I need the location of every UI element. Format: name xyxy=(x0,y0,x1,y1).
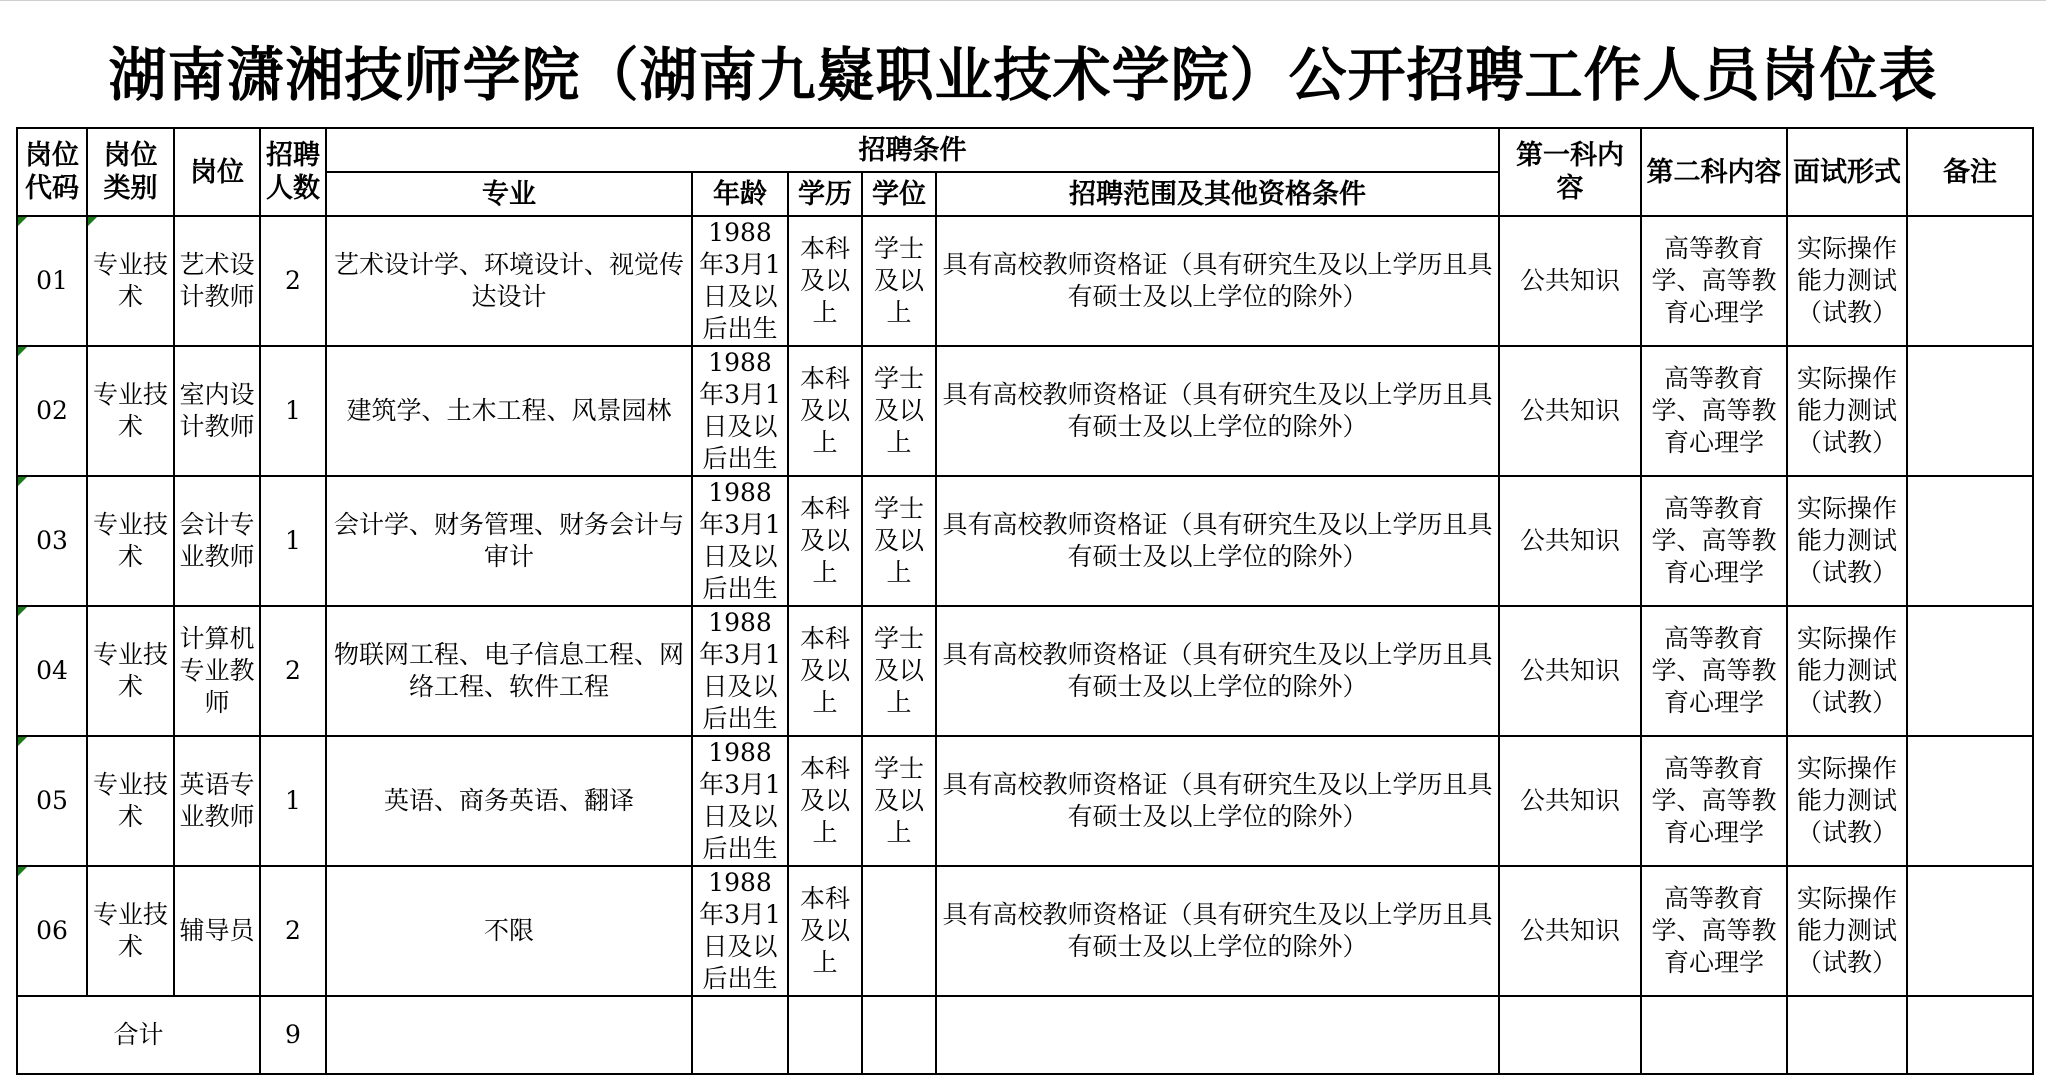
cell-scope: 具有高校教师资格证（具有研究生及以上学历且具有硕士及以上学位的除外） xyxy=(936,216,1499,346)
header-scope: 招聘范围及其他资格条件 xyxy=(936,172,1499,216)
cell-code: 02 xyxy=(17,346,87,476)
cell-education: 本科及以上 xyxy=(788,606,862,736)
cell-major: 建筑学、土木工程、风景园林 xyxy=(326,346,692,476)
total-empty-cell xyxy=(936,996,1499,1074)
cell-major: 会计学、财务管理、财务会计与审计 xyxy=(326,476,692,606)
header-degree: 学位 xyxy=(862,172,936,216)
cell-degree: 学士及以上 xyxy=(862,606,936,736)
total-empty-cell xyxy=(1787,996,1907,1074)
total-empty-cell xyxy=(1499,996,1641,1074)
cell-code: 06 xyxy=(17,866,87,996)
header-code: 岗位代码 xyxy=(17,128,87,216)
cell-subject2: 高等教育学、高等教育心理学 xyxy=(1641,736,1787,866)
cell-scope: 具有高校教师资格证（具有研究生及以上学历且具有硕士及以上学位的除外） xyxy=(936,866,1499,996)
cell-subject1: 公共知识 xyxy=(1499,346,1641,476)
cell-count: 1 xyxy=(260,476,326,606)
cell-remark xyxy=(1907,346,2033,476)
cell-degree: 学士及以上 xyxy=(862,476,936,606)
header-subject1: 第一科内容 xyxy=(1499,128,1641,216)
cell-position: 计算机专业教师 xyxy=(174,606,260,736)
cell-interview: 实际操作能力测试（试教） xyxy=(1787,216,1907,346)
cell-subject2: 高等教育学、高等教育心理学 xyxy=(1641,476,1787,606)
header-count: 招聘人数 xyxy=(260,128,326,216)
table-row xyxy=(17,866,2033,996)
cell-subject2: 高等教育学、高等教育心理学 xyxy=(1641,216,1787,346)
cell-interview: 实际操作能力测试（试教） xyxy=(1787,866,1907,996)
cell-interview: 实际操作能力测试（试教） xyxy=(1787,476,1907,606)
total-count: 9 xyxy=(260,996,326,1074)
table-row xyxy=(17,346,2033,476)
cell-subject1: 公共知识 xyxy=(1499,606,1641,736)
cell-education: 本科及以上 xyxy=(788,476,862,606)
header-age: 年龄 xyxy=(692,172,788,216)
cell-remark xyxy=(1907,476,2033,606)
header-category: 岗位类别 xyxy=(87,128,174,216)
table-row xyxy=(17,216,2033,346)
total-empty-cell xyxy=(862,996,936,1074)
total-empty-cell xyxy=(692,996,788,1074)
cell-count: 1 xyxy=(260,736,326,866)
cell-remark xyxy=(1907,216,2033,346)
cell-age: 1988年3月1日及以后出生 xyxy=(692,606,788,736)
table-row xyxy=(17,736,2033,866)
cell-scope: 具有高校教师资格证（具有研究生及以上学历且具有硕士及以上学位的除外） xyxy=(936,606,1499,736)
cell-interview: 实际操作能力测试（试教） xyxy=(1787,346,1907,476)
cell-remark xyxy=(1907,736,2033,866)
cell-count: 2 xyxy=(260,606,326,736)
cell-major: 不限 xyxy=(326,866,692,996)
header-conditions: 招聘条件 xyxy=(326,128,1499,172)
cell-major: 艺术设计学、环境设计、视觉传达设计 xyxy=(326,216,692,346)
cell-category: 专业技术 xyxy=(87,216,174,346)
header-education: 学历 xyxy=(788,172,862,216)
cell-education: 本科及以上 xyxy=(788,736,862,866)
cell-subject2: 高等教育学、高等教育心理学 xyxy=(1641,866,1787,996)
cell-education: 本科及以上 xyxy=(788,866,862,996)
cell-subject2: 高等教育学、高等教育心理学 xyxy=(1641,606,1787,736)
total-empty-cell xyxy=(788,996,862,1074)
cell-scope: 具有高校教师资格证（具有研究生及以上学历且具有硕士及以上学位的除外） xyxy=(936,476,1499,606)
cell-degree xyxy=(862,866,936,996)
recruitment-table xyxy=(16,127,2034,1075)
total-empty-cell xyxy=(326,996,692,1074)
cell-age: 1988年3月1日及以后出生 xyxy=(692,216,788,346)
header-subject2: 第二科内容 xyxy=(1641,128,1787,216)
header-row-1 xyxy=(17,128,2033,172)
cell-position: 艺术设计教师 xyxy=(174,216,260,346)
cell-category: 专业技术 xyxy=(87,476,174,606)
cell-count: 2 xyxy=(260,216,326,346)
cell-age: 1988年3月1日及以后出生 xyxy=(692,736,788,866)
cell-education: 本科及以上 xyxy=(788,346,862,476)
cell-category: 专业技术 xyxy=(87,346,174,476)
total-label: 合计 xyxy=(17,996,260,1074)
header-remark: 备注 xyxy=(1907,128,2033,216)
cell-code: 04 xyxy=(17,606,87,736)
cell-subject1: 公共知识 xyxy=(1499,736,1641,866)
cell-interview: 实际操作能力测试（试教） xyxy=(1787,606,1907,736)
cell-category: 专业技术 xyxy=(87,866,174,996)
cell-category: 专业技术 xyxy=(87,736,174,866)
total-row xyxy=(17,996,2033,1074)
cell-education: 本科及以上 xyxy=(788,216,862,346)
cell-subject1: 公共知识 xyxy=(1499,476,1641,606)
cell-subject1: 公共知识 xyxy=(1499,216,1641,346)
total-empty-cell xyxy=(1907,996,2033,1074)
cell-code: 03 xyxy=(17,476,87,606)
cell-subject2: 高等教育学、高等教育心理学 xyxy=(1641,346,1787,476)
cell-subject1: 公共知识 xyxy=(1499,866,1641,996)
cell-code: 01 xyxy=(17,216,87,346)
cell-position: 辅导员 xyxy=(174,866,260,996)
cell-count: 2 xyxy=(260,866,326,996)
header-position: 岗位 xyxy=(174,128,260,216)
cell-age: 1988年3月1日及以后出生 xyxy=(692,346,788,476)
header-interview: 面试形式 xyxy=(1787,128,1907,216)
cell-position: 英语专业教师 xyxy=(174,736,260,866)
table-row xyxy=(17,476,2033,606)
cell-degree: 学士及以上 xyxy=(862,216,936,346)
header-major: 专业 xyxy=(326,172,692,216)
cell-age: 1988年3月1日及以后出生 xyxy=(692,866,788,996)
cell-degree: 学士及以上 xyxy=(862,346,936,476)
cell-interview: 实际操作能力测试（试教） xyxy=(1787,736,1907,866)
table-row xyxy=(17,606,2033,736)
cell-scope: 具有高校教师资格证（具有研究生及以上学历且具有硕士及以上学位的除外） xyxy=(936,346,1499,476)
cell-remark xyxy=(1907,866,2033,996)
cell-remark xyxy=(1907,606,2033,736)
total-empty-cell xyxy=(1641,996,1787,1074)
cell-major: 物联网工程、电子信息工程、网络工程、软件工程 xyxy=(326,606,692,736)
cell-age: 1988年3月1日及以后出生 xyxy=(692,476,788,606)
document-title: 湖南潇湘技师学院（湖南九嶷职业技术学院）公开招聘工作人员岗位表 xyxy=(108,41,1938,109)
cell-count: 1 xyxy=(260,346,326,476)
cell-scope: 具有高校教师资格证（具有研究生及以上学历且具有硕士及以上学位的除外） xyxy=(936,736,1499,866)
cell-major: 英语、商务英语、翻译 xyxy=(326,736,692,866)
cell-position: 室内设计教师 xyxy=(174,346,260,476)
cell-category: 专业技术 xyxy=(87,606,174,736)
cell-position: 会计专业教师 xyxy=(174,476,260,606)
cell-degree: 学士及以上 xyxy=(862,736,936,866)
cell-code: 05 xyxy=(17,736,87,866)
